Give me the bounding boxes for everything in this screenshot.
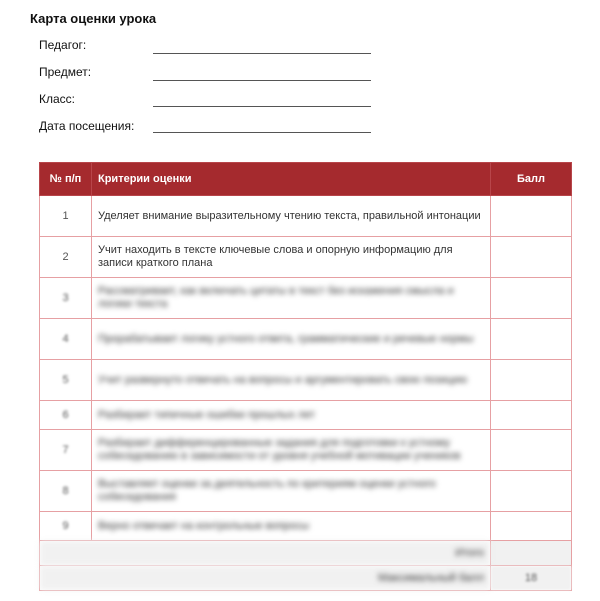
table-row <box>40 237 572 278</box>
table-header-row <box>40 163 572 196</box>
row-number: 6 <box>40 401 92 430</box>
max-score-row <box>40 566 572 591</box>
row-number: 1 <box>40 196 92 237</box>
row-number: 4 <box>40 319 92 360</box>
table-row <box>40 278 572 319</box>
row-score-cell[interactable] <box>491 237 572 278</box>
row-criteria: Учит развернуто отвечать на вопросы и аргументировать свою позицию <box>92 360 491 401</box>
row-criteria: Рассматривает, как включать цитаты в текст без искажения смысла и логики текста <box>92 278 491 319</box>
row-number: 7 <box>40 430 92 471</box>
row-score-cell[interactable] <box>491 278 572 319</box>
header-score: Балл <box>491 163 572 196</box>
row-number: 9 <box>40 512 92 541</box>
max-score-label: Максимальный балл <box>40 566 491 591</box>
class-label: Класс: <box>39 92 75 106</box>
row-score-cell[interactable] <box>491 471 572 512</box>
table-row <box>40 360 572 401</box>
max-score-value: 18 <box>491 566 572 591</box>
row-score-cell[interactable] <box>491 430 572 471</box>
subject-label: Предмет: <box>39 65 92 79</box>
row-criteria: Верно отвечает на контрольные вопросы <box>92 512 491 541</box>
row-number: 8 <box>40 471 92 512</box>
total-row <box>40 541 572 566</box>
row-number: 3 <box>40 278 92 319</box>
document-title: Карта оценки урока <box>30 11 157 26</box>
table-row <box>40 401 572 430</box>
teacher-field-line <box>153 53 371 54</box>
row-score-cell[interactable] <box>491 401 572 430</box>
table-row <box>40 196 572 237</box>
row-score-cell[interactable] <box>491 512 572 541</box>
header-criteria: Критерии оценки <box>92 163 491 196</box>
row-number: 2 <box>40 237 92 278</box>
table-row <box>40 430 572 471</box>
row-criteria: Прорабатывает логику устного ответа, грамматические и речевые нормы <box>92 319 491 360</box>
row-criteria: Уделяет внимание выразительному чтению текста, правильной интонации <box>92 196 491 237</box>
total-score-cell[interactable] <box>491 541 572 566</box>
row-number: 5 <box>40 360 92 401</box>
table-row <box>40 512 572 541</box>
row-criteria: Выставляет оценки за деятельность по критериям оценки устного собеседования <box>92 471 491 512</box>
evaluation-table <box>39 162 572 591</box>
header-number: № п/п <box>40 163 92 196</box>
row-criteria: Учит находить в тексте ключевые слова и опорную информацию для записи краткого плана <box>92 237 491 278</box>
table-row <box>40 471 572 512</box>
teacher-label: Педагог: <box>39 38 87 52</box>
row-criteria: Разбирает дифференцированные задания для подготовки к устному собеседованию в зависимости от уровня учебной мотивации учеников <box>92 430 491 471</box>
row-criteria: Разбирает типичные ошибки прошлых лет <box>92 401 491 430</box>
subject-field-line <box>153 80 371 81</box>
row-score-cell[interactable] <box>491 360 572 401</box>
visit-date-label: Дата посещения: <box>39 119 135 133</box>
total-label: Итого <box>40 541 491 566</box>
class-field-line <box>153 106 371 107</box>
table-row <box>40 319 572 360</box>
row-score-cell[interactable] <box>491 196 572 237</box>
row-score-cell[interactable] <box>491 319 572 360</box>
visit-date-field-line <box>153 132 371 133</box>
